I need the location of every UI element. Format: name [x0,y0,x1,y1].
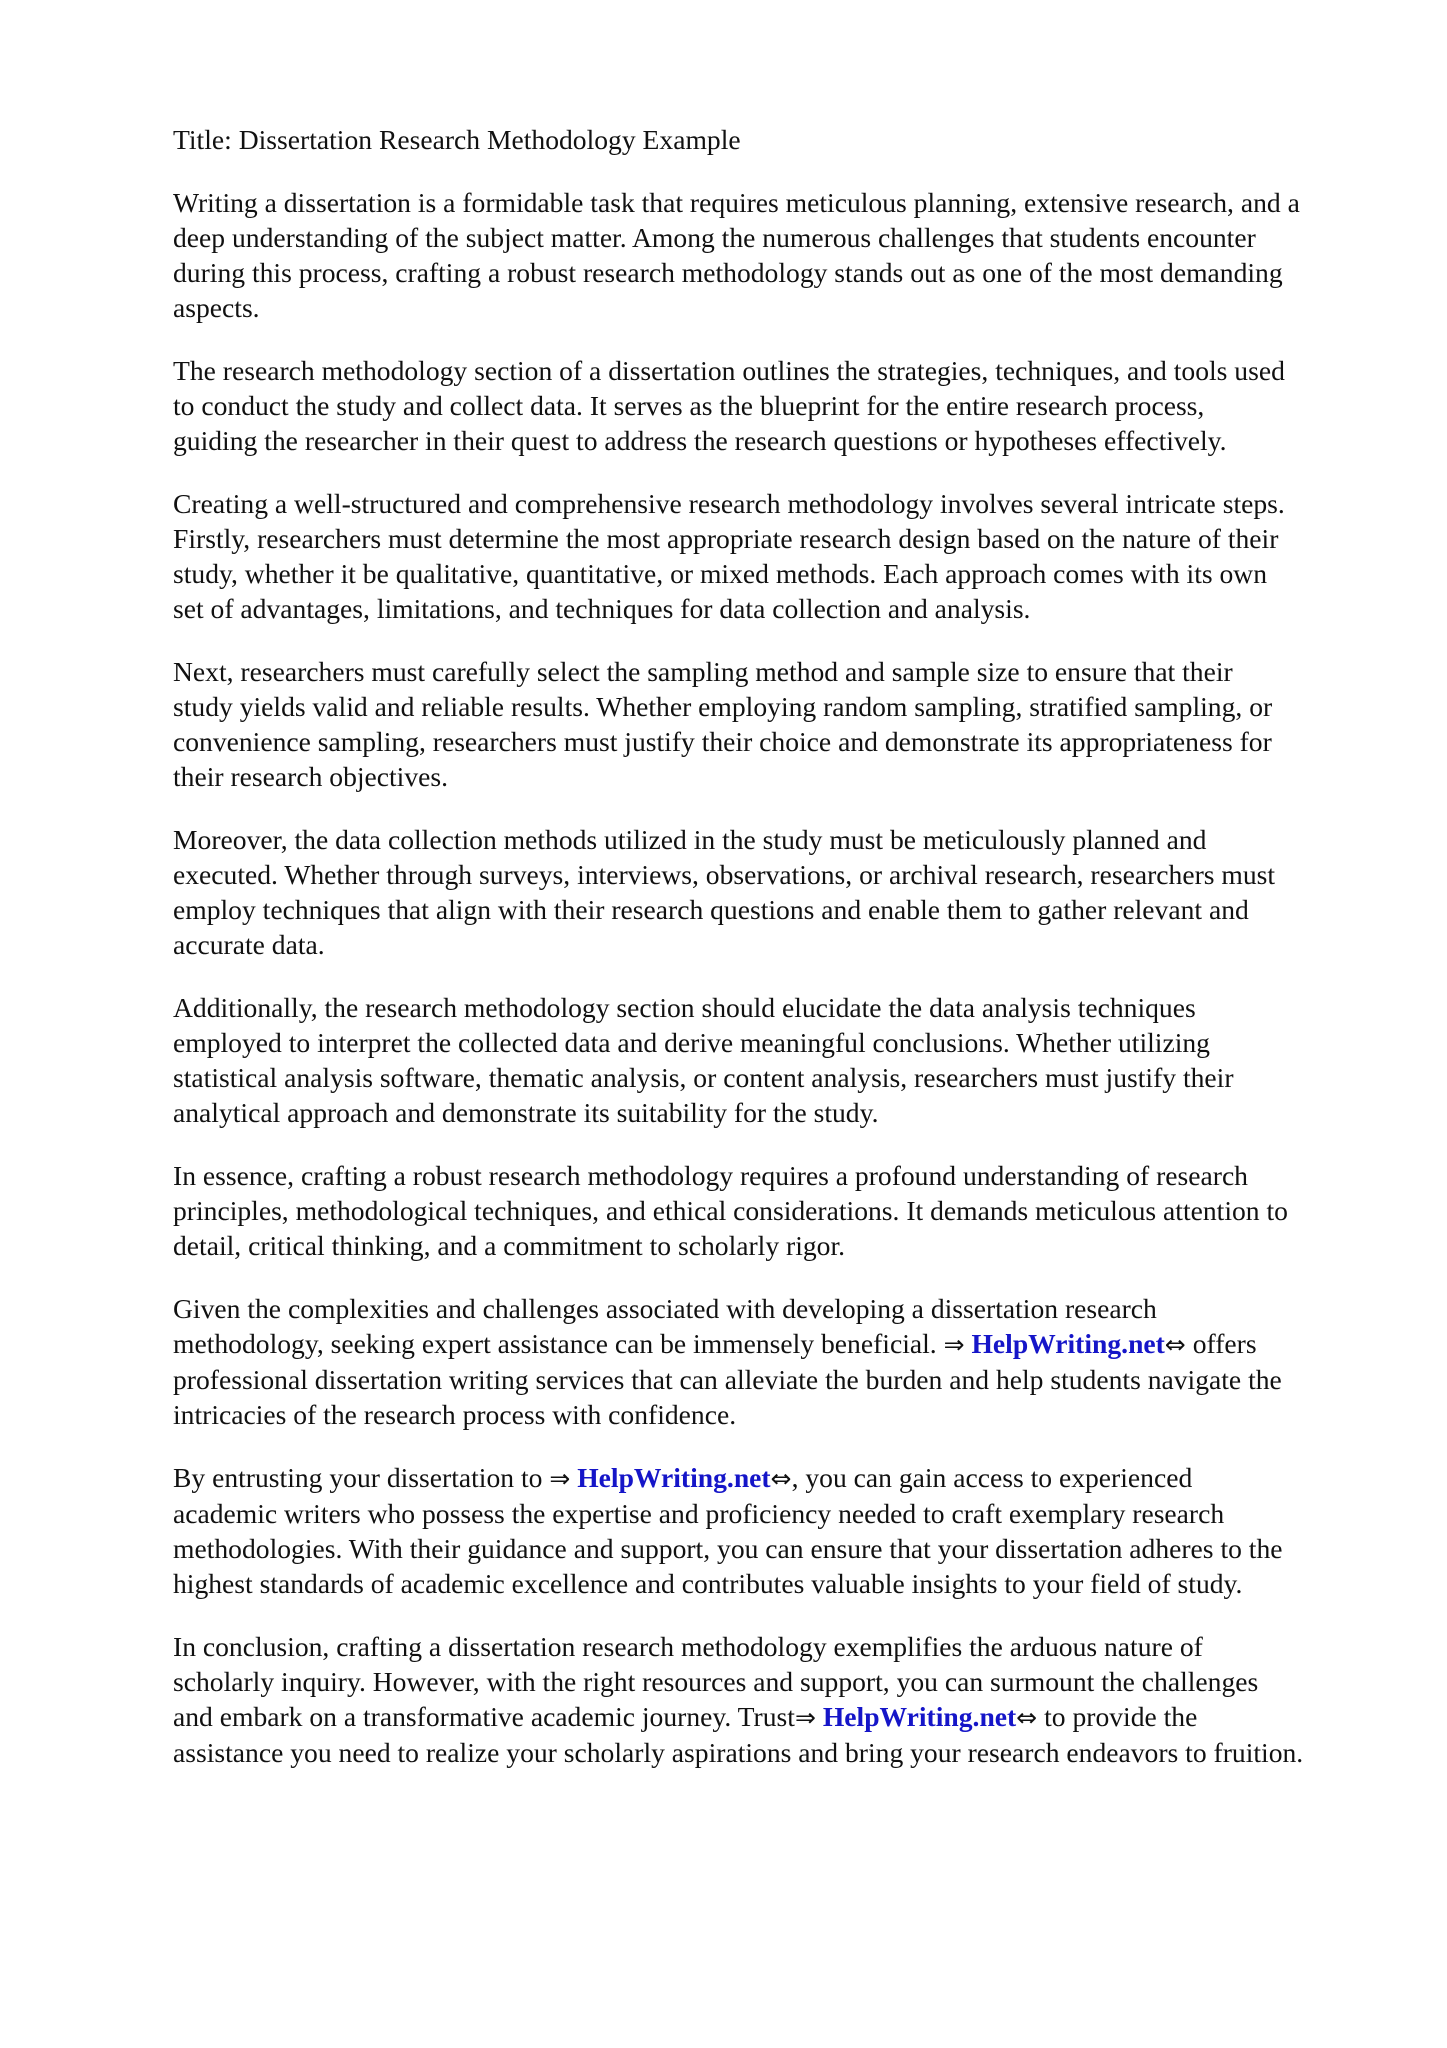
paragraph-text: and embark on a transformative academic journey. Trust [173,1701,795,1732]
paragraph-line: employ techniques that align with their research questions and enable them to gather relevant and [173,894,1249,925]
paragraph-line: deep understanding of the subject matter. Among the numerous challenges that students encounter [173,222,1256,253]
paragraph-line: study, whether it be qualitative, quantitative, or mixed methods. Each approach comes with its own [173,558,1268,589]
paragraph-9 [173,1460,1393,1601]
double-arrow-icon: ⇔ [1164,1330,1186,1359]
arrow-right-icon: ⇒ [794,1703,816,1732]
paragraph-line: guiding the researcher in their quest to address the research questions or hypotheses effectively. [173,425,1227,456]
paragraph-text: to provide the [1044,1701,1198,1732]
paragraph-3 [173,486,1393,626]
paragraph-2 [173,353,1393,458]
paragraph-line: study yields valid and reliable results. Whether employing random sampling, stratified sampling, or [173,691,1273,722]
paragraph-7 [173,1158,1393,1263]
paragraph-line: Firstly, researchers must determine the most appropriate research design based on the nature of their [173,523,1279,554]
paragraph-line: In essence, crafting a robust research methodology requires a profound understanding of research [173,1160,1248,1191]
paragraph-line [173,1460,1393,1496]
paragraph-line: academic writers who possess the expertise and proficiency needed to craft exemplary research [173,1498,1225,1529]
paragraph-line: principles, methodological techniques, and ethical considerations. It demands meticulous attention to [173,1195,1288,1226]
paragraph-line: to conduct the study and collect data. It serves as the blueprint for the entire research process, [173,390,1205,421]
paragraph-line: professional dissertation writing services that can alleviate the burden and help students navigate the [173,1364,1282,1395]
paragraph-text: offers [1192,1328,1257,1359]
paragraph-line: detail, critical thinking, and a commitment to scholarly rigor. [173,1230,846,1261]
paragraph-line: highest standards of academic excellence and contributes valuable insights to your field of study. [173,1568,1243,1599]
paragraph-line: In conclusion, crafting a dissertation research methodology exemplifies the arduous nature of [173,1631,1203,1662]
paragraph-text: , you can gain access to experienced [791,1462,1193,1493]
paragraph-8 [173,1291,1393,1432]
paragraph-line: Additionally, the research methodology section should elucidate the data analysis techniques [173,992,1196,1023]
paragraph-line: assistance you need to realize your scholarly aspirations and bring your research endeavors to fruition. [173,1737,1304,1768]
paragraph-line: Creating a well-structured and comprehensive research methodology involves several intricate steps. [173,488,1285,519]
paragraph-line: analytical approach and demonstrate its suitability for the study. [173,1097,879,1128]
paragraph-text: By entrusting your dissertation to [173,1462,543,1493]
paragraph-line: aspects. [173,292,260,323]
paragraph-10 [173,1629,1393,1770]
paragraph-line: scholarly inquiry. However, with the right resources and support, you can surmount the challenges [173,1666,1259,1697]
paragraph-line: Moreover, the data collection methods utilized in the study must be meticulously planned and [173,824,1207,855]
paragraph-line: Given the complexities and challenges associated with developing a dissertation research [173,1293,1157,1324]
paragraph-6 [173,990,1393,1130]
helpwriting-link[interactable]: HelpWriting.net [822,1701,1017,1732]
paragraph-line: employed to interpret the collected data and derive meaningful conclusions. Whether utilizing [173,1027,1210,1058]
arrow-right-icon: ⇒ [549,1464,571,1493]
double-arrow-icon: ⇔ [1016,1703,1038,1732]
paragraph-line: their research objectives. [173,761,449,792]
paragraph-line: convenience sampling, researchers must justify their choice and demonstrate its appropriateness for [173,726,1272,757]
paragraph-line: accurate data. [173,929,325,960]
arrow-right-icon: ⇒ [943,1330,965,1359]
paragraph-line: The research methodology section of a dissertation outlines the strategies, techniques, and tools used [173,355,1285,386]
paragraph-line: statistical analysis software, thematic analysis, or content analysis, researchers must justify their [173,1062,1234,1093]
paragraph-line: during this process, crafting a robust research methodology stands out as one of the most demanding [173,257,1283,288]
paragraph-line [173,1326,1393,1362]
double-arrow-icon: ⇔ [770,1464,792,1493]
paragraph-line: Next, researchers must carefully select the sampling method and sample size to ensure that their [173,656,1233,687]
paragraph-4 [173,654,1393,794]
paragraph-line: executed. Whether through surveys, interviews, observations, or archival research, researchers must [173,859,1276,890]
paragraph-text: methodology, seeking expert assistance can be immensely beneficial. [173,1328,937,1359]
paragraph-1 [173,185,1393,325]
paragraph-5 [173,822,1393,962]
paragraph-line [173,1699,1393,1735]
helpwriting-link[interactable]: HelpWriting.net [971,1328,1165,1359]
paragraph-line: methodologies. With their guidance and support, you can ensure that your dissertation adheres to the [173,1533,1283,1564]
helpwriting-link[interactable]: HelpWriting.net [577,1462,771,1493]
document-body [173,122,1393,1798]
paragraph-line: intricacies of the research process with confidence. [173,1399,737,1430]
paragraph-line: set of advantages, limitations, and techniques for data collection and analysis. [173,593,1031,624]
document-title: Title: Dissertation Research Methodology Example [173,124,741,155]
paragraph-line: Writing a dissertation is a formidable task that requires meticulous planning, extensive research, and a [173,187,1300,218]
